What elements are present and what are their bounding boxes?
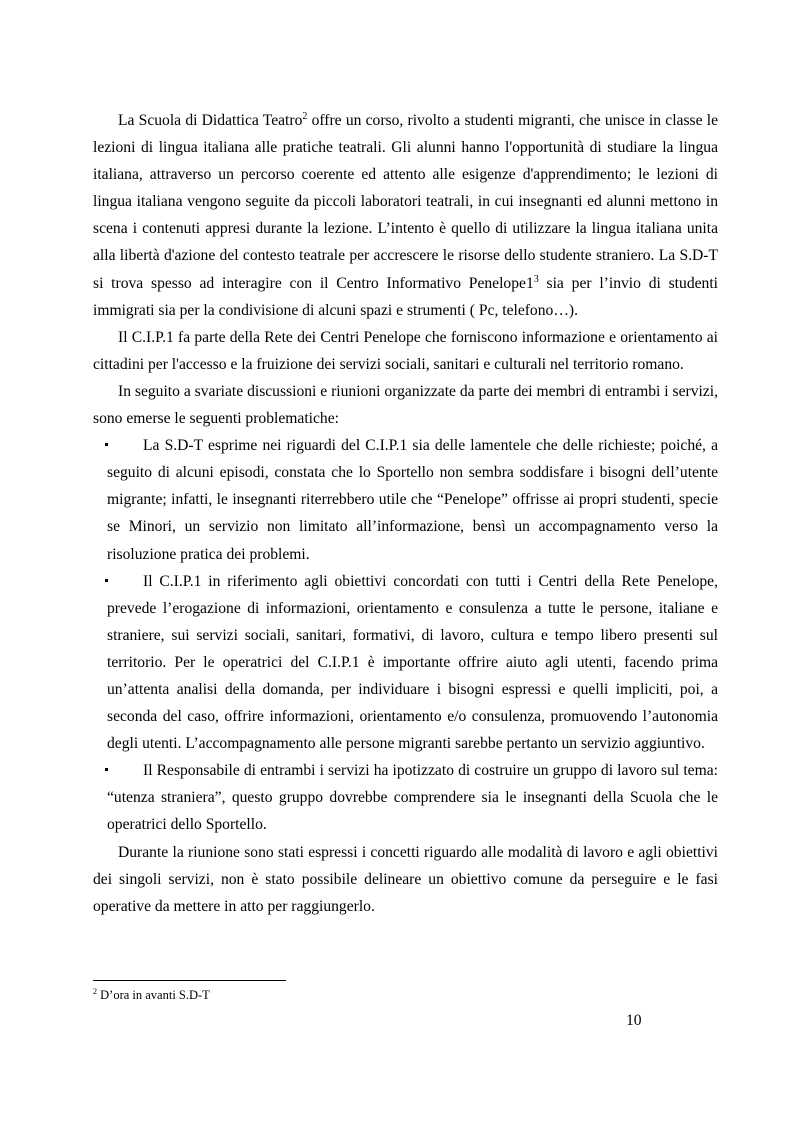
list-item-text: Il Responsabile di entrambi i servizi ha ipotizzato di costruire un gruppo di lavoro sul tema: “utenza straniera”, questo gruppo dovrebbe comprendere sia le insegnanti della Scuola che le operatrici dello Sportello.: [107, 762, 718, 834]
paragraph-intro-text-end: sia per l’invio di studenti immigrati sia per la condivisione di alcuni spazi e strumenti ( Pc, telefono…).: [93, 274, 718, 319]
footnote-ref-3[interactable]: 3: [533, 273, 539, 285]
list-item-text: La S.D-T esprime nei riguardi del C.I.P.1 sia delle lamentele che delle richieste; poiché, a seguito di alcuni episodi, constata che lo Sportello non sembra soddisfare i bisogni dell’utente migrante; infatti, le insegnanti riterrebbero utile che “Penelope” offrisse ai propri studenti, specie se Minori, un servizio non limitato all’informazione, bensì un accompagnamento verso la risoluzione pratica dei problemi.: [107, 437, 718, 563]
paragraph-intro-text-middle: offre un corso, rivolto a studenti migranti, che unisce in classe le lezioni di lingua italiana alle pratiche teatrali. Gli alunni hanno l'opportunità di studiare la lingua italiana, attraverso un percorso coerente ed attento alle esigenze d'apprendimento; le lezioni di lingua italiana vengono seguite da piccoli laboratori teatrali, in cui insegnanti ed alunni mettono in scena i contenuti appresi durante la lezione. L’intento è quello di utilizzare la lingua italiana unita alla libertà d'azione del contesto teatrale per accrescere le risorse dello studente straniero. La S.D-T si trova spesso ad interagire con il Centro Informativo Penelope1: [93, 112, 718, 292]
footnote-2: [93, 987, 210, 1003]
paragraph-intro-text-start: La Scuola di Didattica Teatro: [118, 112, 303, 129]
paragraph-intro: [93, 107, 718, 324]
list-item: [93, 757, 718, 838]
paragraph-problems-intro: In seguito a svariate discussioni e riunioni organizzate da parte dei membri di entrambi i servizi, sono emerse le seguenti problematiche:: [93, 382, 718, 428]
bullet-icon: [105, 579, 108, 582]
paragraph-cip: Il C.I.P.1 fa parte della Rete dei Centri Penelope che forniscono informazione e orientamento ai cittadini per l'accesso e la fruizione dei servizi sociali, sanitari e culturali nel territorio romano.: [93, 328, 718, 373]
paragraph-conclusion: Durante la riunione sono stati espressi i concetti riguardo alle modalità di lavoro e agli obiettivi dei singoli servizi, non è stato possibile delineare un obiettivo comune da perseguire e le fasi operative da mettere in atto per raggiungerlo.: [93, 843, 718, 915]
list-item: [93, 432, 718, 567]
footnote-divider: [93, 980, 286, 981]
footnote-number: 2: [93, 987, 97, 996]
footnote-text: D’ora in avanti S.D-T: [97, 988, 210, 1002]
body-text: [93, 107, 718, 920]
list-item-text: Il C.I.P.1 in riferimento agli obiettivi concordati con tutti i Centri della Rete Penelope, prevede l’erogazione di informazioni, orientamento e consulenza a tutte le persone, italiane e straniere, sui servizi sociali, sanitari, formativi, di lavoro, cultura e tempo libero presenti sul territorio. Per le operatrici del C.I.P.1 è importante offrire aiuto agli utenti, facendo prima un’attenta analisi della domanda, per individuare i bisogni espressi e quelli impliciti, poi, a seconda del caso, offrire informazioni, orientamento e/o consulenza, promuovendo l’autonomia degli utenti. L’accompagnamento alle persone migranti sarebbe pertanto un servizio aggiuntivo.: [107, 572, 718, 753]
bullet-icon: [105, 443, 108, 446]
list-item: [93, 568, 718, 758]
footnote-ref-2[interactable]: 2: [302, 111, 308, 122]
page-number: 10: [626, 1012, 642, 1029]
problems-list: [93, 432, 718, 838]
document-page: [93, 0, 718, 1123]
bullet-icon: [105, 768, 108, 771]
